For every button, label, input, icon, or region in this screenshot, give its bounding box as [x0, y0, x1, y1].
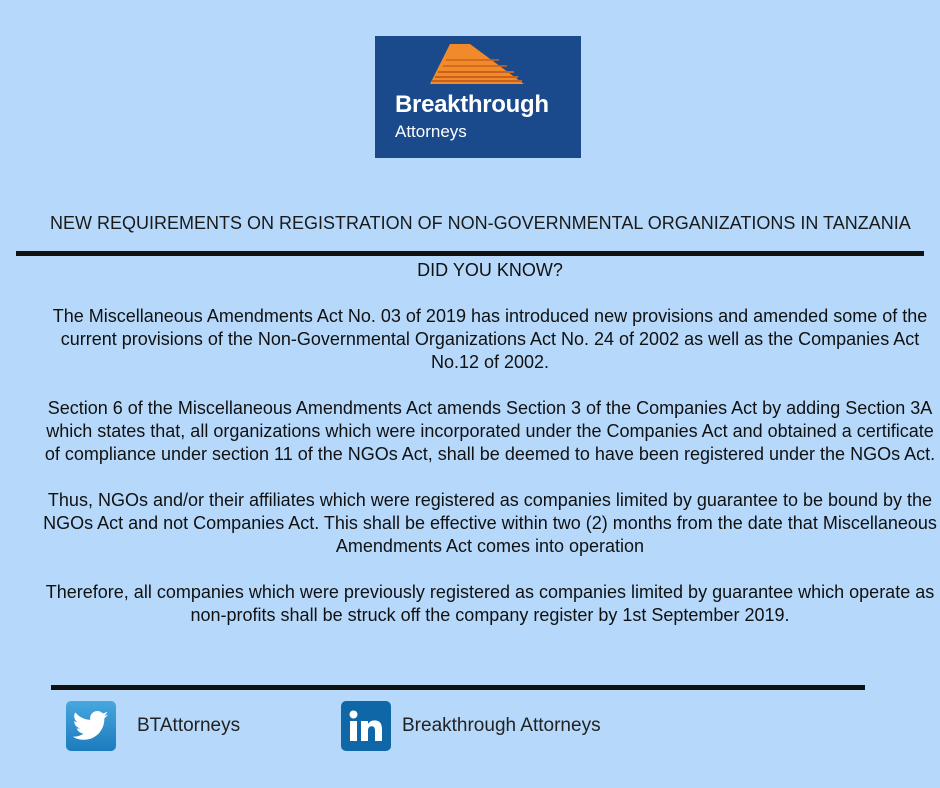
breakthrough-attorneys-logo	[375, 36, 581, 158]
page-title: NEW REQUIREMENTS ON REGISTRATION OF NON-GOVERNMENTAL ORGANIZATIONS IN TANZANIA	[50, 213, 911, 233]
linkedin-link[interactable]	[341, 701, 601, 751]
paragraph-3: Thus, NGOs and/or their affiliates which were registered as companies limited by guarantee to be bound by the NGOs Act and not Companies Act. This shall be effective within two (2) months from the date that Miscellaneous Amendments Act comes into operation	[43, 490, 937, 556]
logo-sub-text: Attorneys	[395, 122, 467, 141]
did-you-know-heading: DID YOU KNOW?	[417, 260, 563, 280]
bottom-divider	[51, 685, 865, 690]
pyramid-logo-icon	[430, 42, 530, 88]
linkedin-icon[interactable]	[341, 701, 391, 751]
logo-brand-text: Breakthrough	[395, 91, 549, 118]
twitter-icon[interactable]	[66, 701, 116, 751]
paragraph-2: Section 6 of the Miscellaneous Amendments Act amends Section 3 of the Companies Act by adding Section 3A which states that, all organizations which were incorporated under the Companies Act and obtained a certificate of compliance under section 11 of the NGOs Act, shall be deemed to have been registered under the NGOs Act.	[44, 398, 936, 464]
linkedin-handle[interactable]: Breakthrough Attorneys	[402, 715, 601, 736]
paragraph-4: Therefore, all companies which were previously registered as companies limited by guarantee which operate as non-profits shall be struck off the company register by 1st September 2019.	[45, 582, 935, 625]
top-divider	[16, 251, 924, 256]
twitter-link[interactable]	[66, 701, 240, 751]
paragraph-1: The Miscellaneous Amendments Act No. 03 of 2019 has introduced new provisions and amended some of the current provisions of the Non-Governmental Organizations Act No. 24 of 2002 as well as the Companies Act No.12 of 2002.	[52, 306, 928, 372]
twitter-handle[interactable]: BTAttorneys	[137, 715, 241, 736]
article-body	[40, 259, 940, 650]
